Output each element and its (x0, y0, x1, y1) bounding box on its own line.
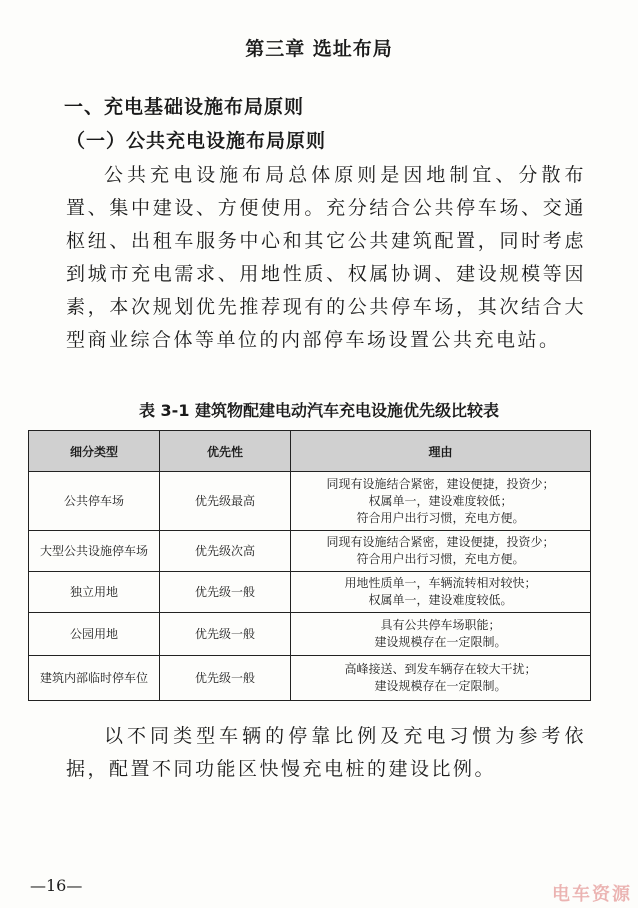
table-row (29, 656, 591, 701)
reason-line: 用地性质单一，车辆流转相对较快； (344, 576, 537, 590)
table-row (29, 531, 591, 572)
body-paragraph-2: 以不同类型车辆的停靠比例及充电习惯为参考依据，配置不同功能区快慢充电桩的建设比例。 (66, 725, 586, 780)
cell-priority: 优先级最高 (160, 472, 291, 531)
cell-type: 公共停车场 (29, 472, 160, 531)
cell-type: 独立用地 (29, 572, 160, 613)
cell-reason (291, 472, 591, 531)
reason-line: 同现有设施结合紧密，建设便捷，投资少； (326, 476, 555, 491)
cell-type: 公园用地 (29, 613, 160, 656)
body-paragraph-1: 公共充电设施布局总体原则是因地制宜、分散布置、集中建设、方便使用。充分结合公共停车场、交通枢纽、出租车服务中心和其它公共建筑配置，同时考虑到城市充电需求、用地性质、权属协调、建设规模等因素，本次规划优先推荐现有的公共停车场，其次结合大型商业综合体等单位的内部停车场设置公共充电站。 (66, 164, 586, 351)
reason-line: 建设规模存在一定限制。 (374, 635, 507, 649)
cell-type: 大型公共设施停车场 (29, 531, 160, 572)
cell-reason (291, 656, 591, 701)
reason-line: 符合用户出行习惯，充电方便。 (356, 552, 525, 566)
subsection-heading: （一）公共充电设施布局原则 (66, 130, 327, 152)
reason-line: 高峰接送、到发车辆存在较大干扰； (344, 662, 537, 676)
table-row (29, 613, 591, 656)
cell-priority: 优先级一般 (160, 656, 291, 701)
cell-reason (291, 613, 591, 656)
reason-line: 符合用户出行习惯，充电方便。 (356, 510, 525, 525)
header-reason: 理由 (291, 431, 591, 472)
table-row (29, 572, 591, 613)
cell-priority: 优先级一般 (160, 572, 291, 613)
chapter-title: 第三章 选址布局 (245, 38, 393, 60)
reason-line: 建设规模存在一定限制。 (374, 679, 507, 693)
reason-line: 权属单一，建设难度较低； (368, 493, 513, 508)
reason-line: 权属单一，建设难度较低。 (368, 593, 513, 607)
cell-priority: 优先级次高 (160, 531, 291, 572)
reason-line: 同现有设施结合紧密，建设便捷，投资少； (326, 535, 555, 549)
cell-priority: 优先级一般 (160, 613, 291, 656)
header-type: 细分类型 (29, 431, 160, 472)
watermark-logo: 电车资源 (552, 884, 632, 905)
table-caption: 表 3-1 建筑物配建电动汽车充电设施优先级比较表 (138, 401, 500, 420)
priority-comparison-table (28, 430, 591, 701)
header-priority: 优先性 (160, 431, 291, 472)
page-number: —16— (30, 876, 83, 895)
table-row (29, 472, 591, 531)
cell-reason (291, 531, 591, 572)
table-header-row (29, 431, 591, 472)
cell-type: 建筑内部临时停车位 (29, 656, 160, 701)
section-heading: 一、充电基础设施布局原则 (64, 96, 305, 118)
cell-reason (291, 572, 591, 613)
reason-line: 具有公共停车场职能； (380, 618, 501, 632)
